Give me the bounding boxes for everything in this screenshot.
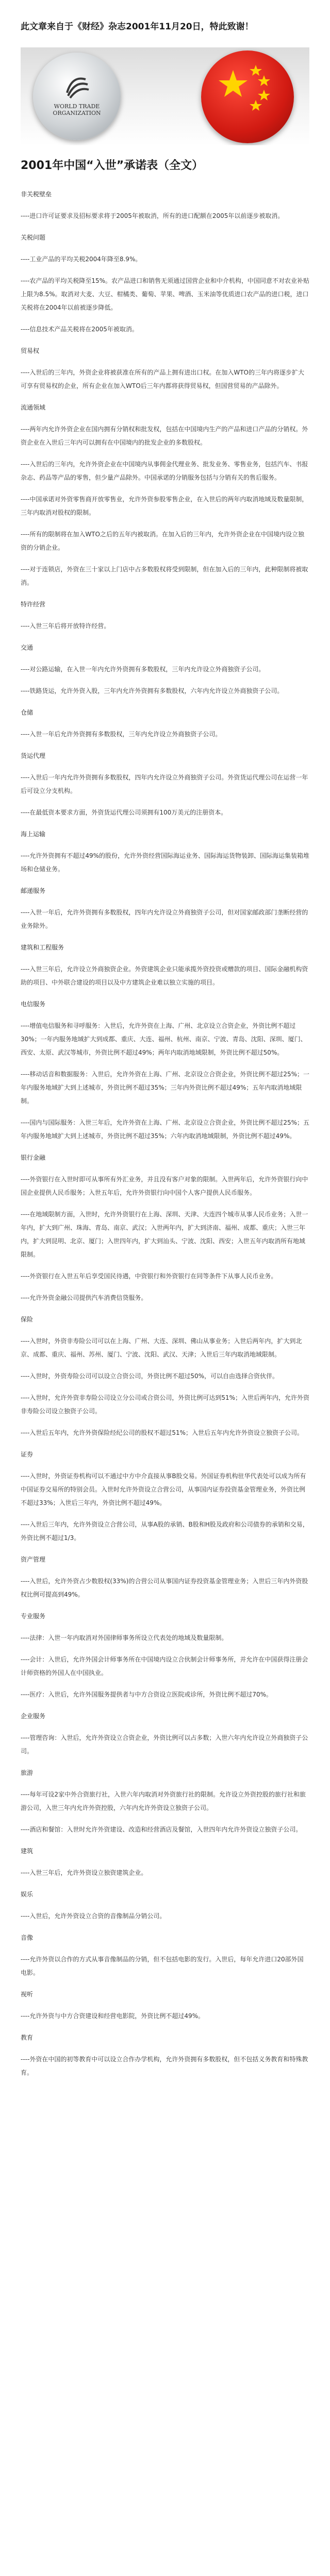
paragraph: 银行金融 bbox=[21, 1154, 46, 1161]
paragraph: 关税问题 bbox=[21, 234, 46, 241]
china-flag-stars-icon bbox=[201, 50, 294, 143]
paragraph: ----工业产品的平均关税2004年降至8.9%。 bbox=[21, 256, 142, 263]
paragraph: 音像 bbox=[21, 1934, 34, 1941]
paragraph: 视听 bbox=[21, 1991, 34, 1998]
paragraph: 邮递服务 bbox=[21, 887, 46, 894]
document-body bbox=[0, 175, 330, 2576]
paragraph: 交通 bbox=[21, 644, 34, 651]
paragraph: ----对公路运输，在入世一年内允许外资拥有多数股权，三年内允许设立外商独资子公司。 bbox=[21, 666, 265, 673]
paragraph: ----在最低资本要求方面，外资货运代理公司须拥有100万美元的注册资本。 bbox=[21, 809, 227, 816]
paragraph: ----入世三年后将开放特许经营。 bbox=[21, 622, 110, 630]
paragraph: 娱乐 bbox=[21, 1891, 34, 1898]
paragraph: ----入世后的三年内，允许外资企业在中国境内从事佣金代理业务、批发业务、零售业务，包括汽车、书报杂志、药品等产品的零售，但少量产品除外。中国承诺的分销服务包括与分销有关的售后服务。 bbox=[21, 461, 308, 481]
paragraph: ----对于连锁店，外资在三十家以上门店中占多数股权将受到限制，但在加入后的三年内，此种限制将被取消。 bbox=[21, 566, 308, 586]
paragraph: ----法律：入世一年内取消对外国律师事务所设立代表处的地域及数量限制。 bbox=[21, 1634, 228, 1641]
paragraph: 建筑和工程服务 bbox=[21, 944, 64, 951]
paragraph: ----管理咨询：入世后，允许外资设立合资企业，外资比例可以占多数；入世六年内允许设立外商独资子公司。 bbox=[21, 1734, 308, 1755]
paragraph: ----外资在中国的初等教育中可以设立合作办学机构，允许外资拥有多数股权，但不包括义务教育和特殊教育。 bbox=[21, 2056, 308, 2076]
paragraph: ----入世一年后，允许外资拥有多数股权，四年内允许设立外商独资子公司，但对国家邮政部门垄断经营的业务除外。 bbox=[21, 909, 308, 929]
paragraph: ----外资银行在入世五年后享受国民待遇，中资银行和外资银行在同等条件下从事人民币业务。 bbox=[21, 1273, 277, 1280]
paragraph: ----入世一年后允许外资拥有多数股权，三年内允许设立外商独资子公司。 bbox=[21, 731, 222, 738]
paragraph: ----入世后三年内，允许外资设立合营公司，从事A股的承销、B股和H股及政府和公司债券的承销和交易，外资比例不超过1/3。 bbox=[21, 1521, 309, 1541]
paragraph: 教育 bbox=[21, 2034, 34, 2041]
paragraph: 货运代理 bbox=[21, 752, 46, 759]
paragraph: 流通领域 bbox=[21, 404, 46, 411]
paragraph: ----入世三年后，允许外资设立独资建筑企业。 bbox=[21, 1869, 147, 1876]
paragraph: ----中国承诺对外资零售商开放零售业，允许外资参股零售企业，在入世后的两年内取消地域及数量限制，三年内取消对股权的限制。 bbox=[21, 496, 308, 516]
paragraph: ----允许外资拥有不超过49%的股份，允许外资经营国际海运业务、国际海运货物装卸、国际海运集装箱堆场和仓储业务。 bbox=[21, 852, 309, 873]
paragraph: ----入世后，允许外资占少数股权(33%)的合营公司从事国内证券投资基金管理业务；入世后三年内外资股权比例可提高到49%。 bbox=[21, 1578, 308, 1598]
paragraph: ----入世后的三年内，外资企业将被获准在所有的产品上拥有进出口权。在加入WTO的三年内将逐步扩大可享有贸易权的企业，所有企业在加入WTO后三年内都将获得贸易权，但国营贸易的产品除外。 bbox=[21, 369, 304, 389]
wto-label: WORLD TRADE ORGANIZATION bbox=[53, 103, 101, 116]
paragraph: ----入世时，外资证券机构可以不通过中方中介直接从事B股交易。外国证券机构驻华代表处可以成为所有中国证券交易所的特别会员。入世时允许外资设立合营公司，从事国内证券投资基金管理业务，外资比例不超过33%；入世后三年内，外资比例不超过49%。 bbox=[21, 1472, 306, 1506]
wto-logo-icon bbox=[63, 72, 91, 100]
paragraph: ----进口许可证要求及招标要求将于2005年被取消，所有的进口配额在2005年以前逐步被取消。 bbox=[21, 212, 284, 219]
china-flag-medallion bbox=[201, 50, 294, 143]
paragraph: 企业服务 bbox=[21, 1713, 46, 1720]
paragraph: 资产管理 bbox=[21, 1556, 46, 1563]
paragraph: 旅游 bbox=[21, 1769, 34, 1776]
paragraph: 非关税壁垒 bbox=[21, 191, 52, 198]
paragraph: ----国内与国际服务：入世三年后，允许外资在上海、广州、北京设立合资企业，外资比例不超过25%；五年内服务地域扩大到上述城市，外资比例不超过35%；六年内取消地域限制，外资比例不超过49%。 bbox=[21, 1119, 309, 1140]
paragraph: ----所有的限制将在加入WTO之后的五年内被取消。在加入后的三年内，允许外资企业在中国境内设立独资的分销企业。 bbox=[21, 531, 304, 551]
paragraph: 贸易权 bbox=[21, 347, 40, 354]
paragraph: ----移动话音和数据服务：入世后，允许外资在上海、广州、北京设立合资企业，外资比例不超过25%；一年内服务地域扩大到上述城市，外资比例不超过35%；三年内外资比例不超过49%；五年内取消地域限制。 bbox=[21, 1071, 309, 1105]
paragraph: ----在地域限制方面，入世时，允许外资银行在上海、深圳、天津、大连四个城市从事人民币业务；入世一年内，扩大到广州、珠海、青岛、南京、武汉；入世两年内，扩大到济南、福州、成都、重庆；入世三年内，扩大到昆明、北京、厦门；入世四年内，扩大到汕头、宁波、沈阳、西安；入世五年内取消所有地域限制。 bbox=[21, 1211, 308, 1258]
paragraph: ----入世时，允许外资非寿险公司设立分公司或合资公司，外资比例可达到51%；入世后两年内，允许外资非寿险公司设立独资子公司。 bbox=[21, 1394, 309, 1415]
document-title: 2001年中国“入世”承诺表（全文） bbox=[21, 159, 204, 172]
paragraph: 仓储 bbox=[21, 709, 34, 716]
paragraph: 特许经营 bbox=[21, 601, 46, 608]
paragraph: 建筑 bbox=[21, 1848, 34, 1855]
paragraph: ----允许外资以合作的方式从事音像制品的分销，但不包括电影的发行。入世后，每年允许进口20部外国电影。 bbox=[21, 1956, 304, 1976]
paragraph: ----医疗：入世后，允许外国服务提供者与中方合资设立医院或诊所，外资比例不超过70%。 bbox=[21, 1691, 272, 1698]
paragraph: ----两年内允许外资企业在国内拥有分销权和批发权，包括在中国境内生产的产品和进口产品的分销权。外资企业在入世后三年内可以拥有在中国境内的批发企业的多数股权。 bbox=[21, 426, 308, 446]
paragraph: ----增值电信服务和寻呼服务：入世后，允许外资在上海、广州、北京设立合资企业，外资比例不超过30%；一年内服务地域扩大到成都、重庆、大连、福州、杭州、南京、宁波、青岛、沈阳、深圳、厦门、西安、太原、武汉等城市，外资比例不超过49%；两年内取消地域限制，外资比例不超过50%。 bbox=[21, 1022, 307, 1056]
paragraph: ----铁路货运，允许外资入股，三年内允许外资拥有多数股权，六年内允许设立外商独资子公司。 bbox=[21, 687, 284, 694]
paragraph: ----入世时，外资非寿险公司可以在上海、广州、大连、深圳、佛山从事业务；入世后两年内，扩大到北京、成都、重庆、福州、苏州、厦门、宁波、沈阳、武汉、天津；入世后三年内取消地域限制。 bbox=[21, 1337, 302, 1358]
wto-medallion bbox=[33, 53, 121, 140]
paragraph: 证券 bbox=[21, 1451, 34, 1458]
paragraph: ----外资银行在入世时即可从事所有外汇业务，并且没有客户对象的限制。入世两年后，允许外资银行向中国企业提供人民币服务；入世五年后，允许外资银行向中国个人客户提供人民币服务。 bbox=[21, 1176, 308, 1196]
paragraph: ----酒店和餐馆：入世时允许外资建设、改造和经营酒店及餐馆，入世四年内允许外资设立独资子公司。 bbox=[21, 1826, 302, 1833]
paragraph: ----入世后一年内允许外资拥有多数股权，四年内允许设立外商独资子公司。外资货运代理公司在运营一年后可设立分支机构。 bbox=[21, 774, 308, 794]
paragraph: ----入世时，外资寿险公司可以设立合资公司，外资比例不超过50%，可以自由选择合资伙伴。 bbox=[21, 1372, 278, 1380]
paragraph: ----会计：入世后，允许外国会计师事务所在中国境内设立合伙制会计师事务所，并允许在中国获得注册会计师资格的外国人在中国执业。 bbox=[21, 1656, 308, 1676]
hero-image bbox=[21, 47, 309, 145]
paragraph: 海上运输 bbox=[21, 831, 46, 838]
article-intro: 此文章来自于《财经》杂志2001年11月20日，特此致谢！ bbox=[21, 22, 254, 32]
paragraph: ----入世后五年内，允许外资保险经纪公司的股权不超过51%；入世后五年内允许外资设立独资子公司。 bbox=[21, 1429, 303, 1436]
paragraph: ----入世三年后，允许设立外商独资企业。外资建筑企业只能承揽外资投资或赠款的项目、国际金融机构资助的项目、中外联合建设的项目以及中方建筑企业难以独立实施的项目。 bbox=[21, 965, 308, 986]
paragraph: 保险 bbox=[21, 1316, 34, 1323]
paragraph: ----农产品的平均关税降至15%。农产品进口和销售无须通过国营企业和中介机构，中国同意不对农业补贴上限为8.5%。取消对大麦、大豆、柑橘类、葡萄、苹果、啤酒、玉米油等优质进口农产品的进口税，进口关税将在2004年以前被逐步降低。 bbox=[21, 277, 309, 311]
paragraph: ----允许外资与中方合资建设和经营电影院，外资比例不超过49%。 bbox=[21, 2012, 204, 2020]
paragraph: ----信息技术产品关税将在2005年被取消。 bbox=[21, 326, 138, 333]
paragraph: 电信服务 bbox=[21, 1001, 46, 1008]
paragraph: ----每年可设2家中外合资旅行社，入世六年内取消对外资旅行社的限制。允许设立外资控股的旅行社和旅游公司，入世三年内允许外资控股，六年内允许外资设立独资子公司。 bbox=[21, 1791, 306, 1811]
paragraph: ----入世后，允许外资设立合资的音像制品分销公司。 bbox=[21, 1912, 166, 1920]
paragraph: ----允许外资金融公司提供汽车消费信贷服务。 bbox=[21, 1294, 147, 1301]
paragraph: 专业服务 bbox=[21, 1613, 46, 1620]
